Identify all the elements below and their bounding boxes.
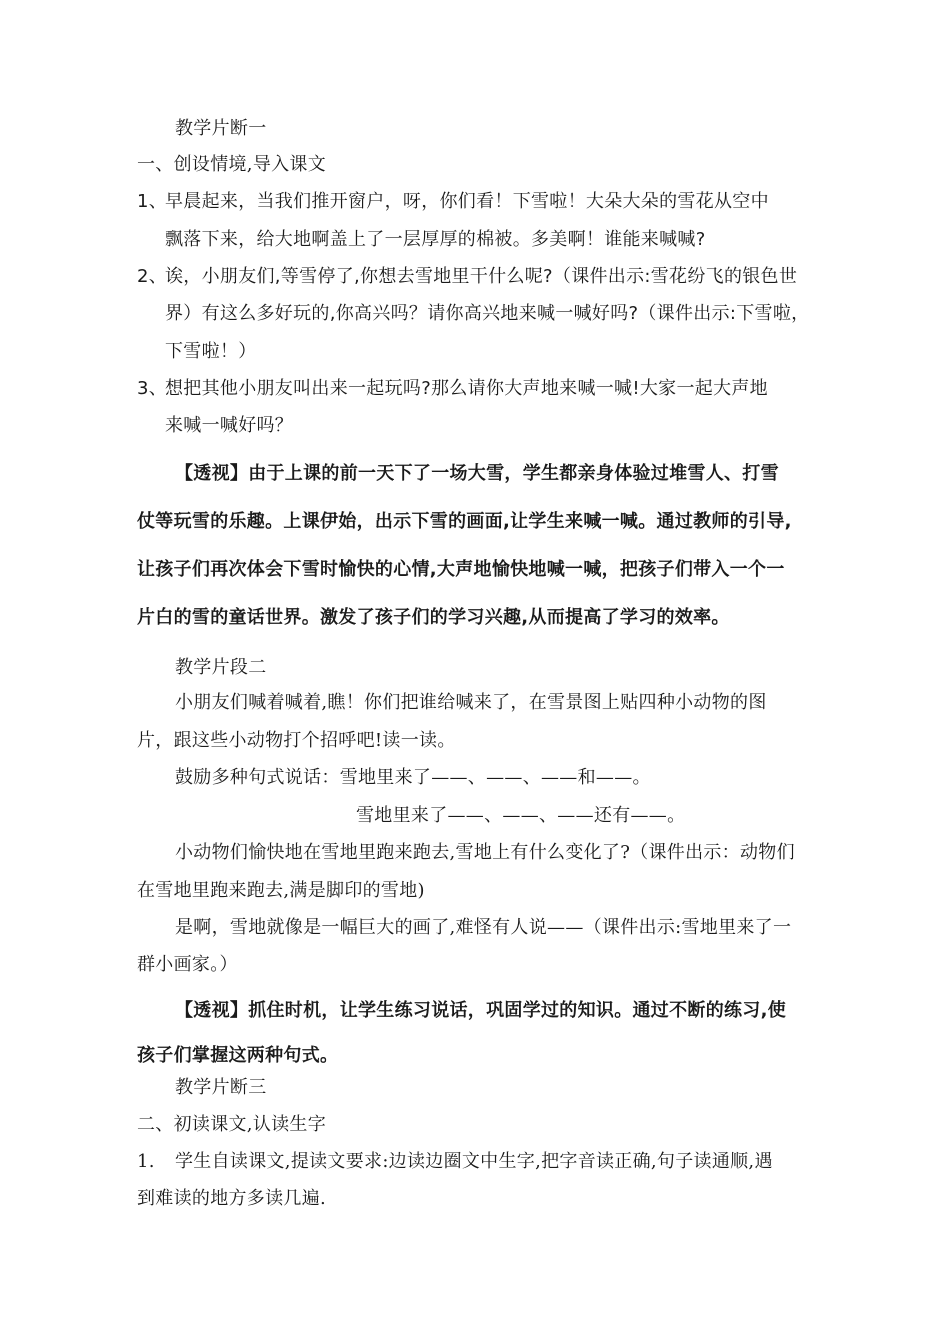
paragraph-line: 是啊，雪地就像是一幅巨大的画了,难怪有人说——（课件出示:雪地里来了一 [175, 917, 792, 938]
paragraph-line: 片，跟这些小动物打个招呼吧!读一读。 [137, 730, 456, 751]
list-text: 学生自读课文,提读文要求:边读边圈文中生字,把字音读正确,句子读通顺,遇 [175, 1151, 773, 1172]
section-heading-2: 教学片段二 [175, 657, 267, 678]
list-text: 想把其他小朋友叫出来一起玩吗?那么请你大声地来喊一喊!大家一起大声地 [165, 378, 768, 399]
insight-paragraph: 孩子们掌握这两种句式。 [137, 1045, 339, 1066]
paragraph-line: 在雪地里跑来跑去,满是脚印的雪地) [137, 880, 425, 901]
insight-paragraph: 【透视】抓住时机，让学生练习说话，巩固学过的知识。通过不断的练习,使 [175, 1000, 787, 1021]
list-item-3 [137, 377, 827, 401]
list-text: 早晨起来，当我们推开窗户，呀，你们看！下雪啦！大朵大朵的雪花从空中 [165, 191, 769, 212]
list-item-2-cont: 界）有这么多好玩的,你高兴吗？请你高兴地来喊一喊好吗?（课件出示:下雪啦， [165, 303, 810, 324]
list-number: 3、 [137, 378, 168, 399]
list-text: 诶，小朋友们,等雪停了,你想去雪地里干什么呢?（课件出示:雪花纷飞的银色世 [165, 266, 798, 287]
list-item-1-cont: 飘落下来，给大地啊盖上了一层厚厚的棉被。多美啊！谁能来喊喊? [165, 229, 706, 250]
list-item-2-cont: 下雪啦！） [165, 341, 257, 362]
list-number: 1、 [137, 191, 168, 212]
list-number: 1. [137, 1151, 155, 1172]
list-item-1-cont: 到难读的地方多读几遍. [137, 1188, 327, 1209]
section-heading-1: 教学片断一 [175, 118, 267, 139]
insight-paragraph: 仗等玩雪的乐趣。上课伊始，出示下雪的画面,让学生来喊一喊。通过教师的引导, [137, 511, 792, 532]
list-item-2 [137, 265, 827, 289]
list-number: 2、 [137, 266, 168, 287]
insight-paragraph: 片白的雪的童话世界。激发了孩子们的学习兴趣,从而提高了学习的效率。 [137, 607, 730, 628]
paragraph-line: 小动物们愉快地在雪地里跑来跑去,雪地上有什么变化了?（课件出示：动物们 [175, 842, 795, 863]
section-title-2: 二、初读课文,认读生字 [137, 1114, 327, 1135]
paragraph-line: 雪地里来了——、——、——还有——。 [356, 805, 686, 826]
insight-paragraph: 让孩子们再次体会下雪时愉快的心情,大声地愉快地喊一喊，把孩子们带入一个一 [137, 559, 785, 580]
section-title-1: 一、创设情境,导入课文 [137, 154, 327, 175]
paragraph-line: 鼓励多种句式说话：雪地里来了——、——、——和——。 [175, 767, 651, 788]
list-item-3-cont: 来喊一喊好吗？ [165, 415, 294, 436]
paragraph-line: 小朋友们喊着喊着,瞧！你们把谁给喊来了，在雪景图上贴四种小动物的图 [175, 692, 767, 713]
section-heading-3: 教学片断三 [175, 1077, 267, 1098]
insight-paragraph: 【透视】由于上课的前一天下了一场大雪，学生都亲身体验过堆雪人、打雪 [175, 463, 779, 484]
list-item-1 [137, 1150, 827, 1174]
list-item-1 [137, 190, 827, 214]
paragraph-line: 群小画家。） [137, 954, 238, 975]
